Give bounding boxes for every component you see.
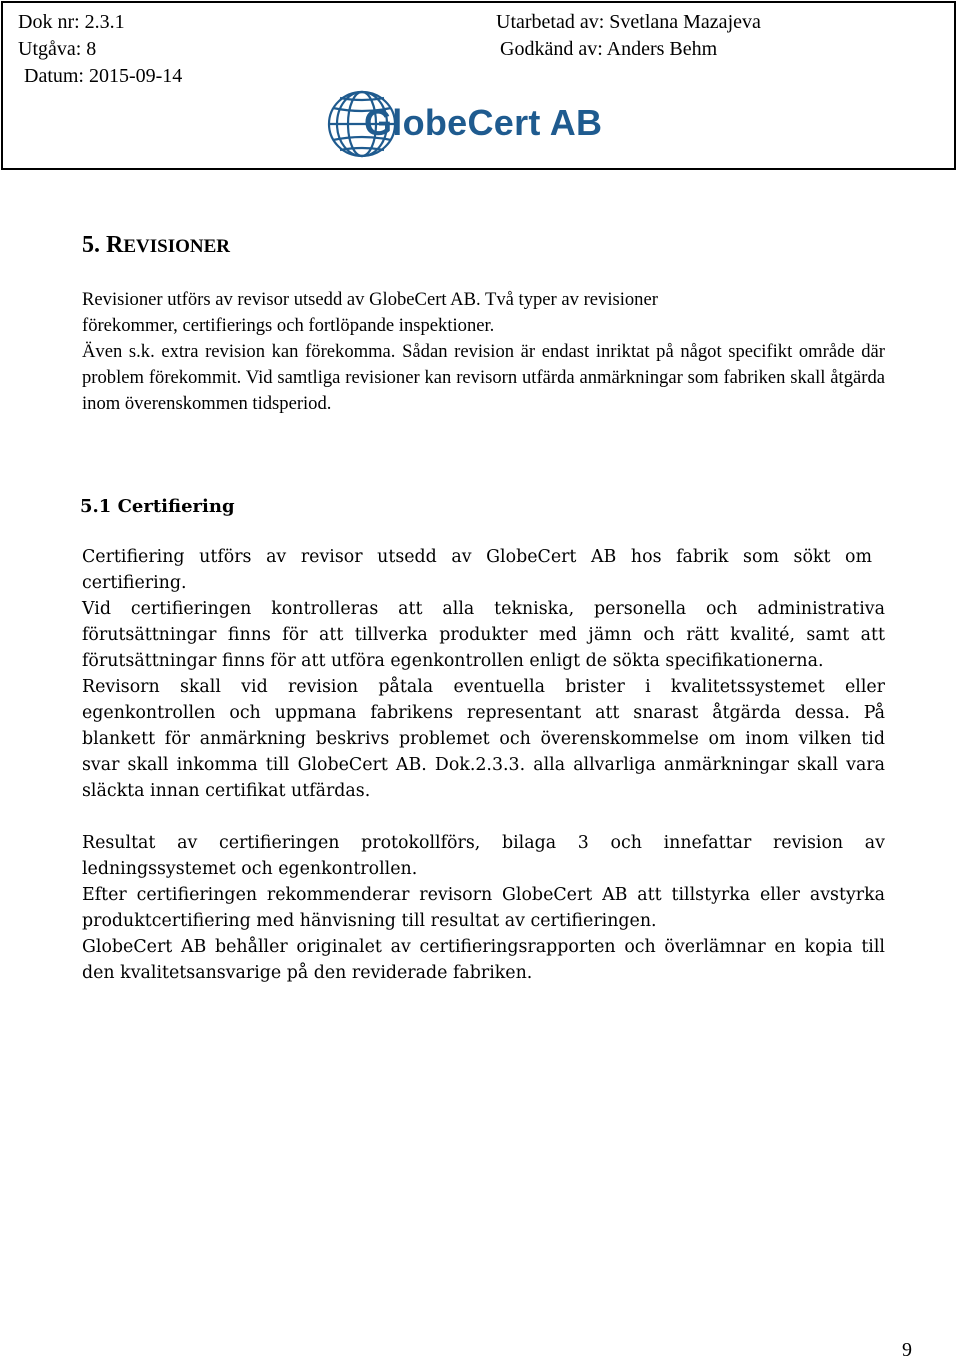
page-number: 9 (902, 1339, 912, 1361)
subsection-paragraph-3: Revisorn skall vid revision påtala eventuella brister i kvalitetssystemet eller egenkontrollen och uppmana fabrikens representant att snarast åtgärda dessa. På blankett för anmärkning beskrivs problemet och överenskommelse om inom vilken tid svar skall inkomma till GlobeCert AB. Dok.2.3.3. alla allvarliga anmärkningar skall vara släckta innan certifikat utfärdas. (82, 677, 885, 801)
section-paragraph-1: Revisioner utförs av revisor utsedd av GlobeCert AB. Två typer av revisioner förekommer, certifierings och fortlöpande inspektioner. (82, 289, 658, 336)
logo-text: GlobeCert AB (364, 102, 603, 143)
doc-number: Dok nr: 2.3.1 (18, 11, 125, 33)
subsection-paragraph-1: Certifiering utförs av revisor utsedd av GlobeCert AB hos fabrik som sökt om certifiering. (82, 547, 872, 593)
approved-by: Godkänd av: Anders Behm (500, 38, 718, 60)
date: Datum: 2015-09-14 (24, 65, 183, 87)
subsection-paragraph-4: Resultat av certifieringen protokollförs, bilaga 3 och innefattar revision av ledningssystemet och egenkontrollen. (82, 833, 885, 879)
subsection-paragraph-6: GlobeCert AB behåller originalet av certifieringsrapporten och överlämnar en kopia till den kvalitetsansvarige på den reviderade fabriken. (82, 937, 885, 983)
section-title (82, 232, 230, 259)
subsection-paragraph-2: Vid certifieringen kontrolleras att alla tekniska, personella och administrativa förutsättningar finns för att tillverka produkter med jämn och rätt kvalité, samt att förutsättningar finns för att utföra egenkontrollen enligt de sökta specifikationerna. (82, 599, 885, 671)
section-paragraph-2: Även s.k. extra revision kan förekomma. Sådan revision är endast inriktat på något specifikt område där problem förekommit. Vid samtliga revisioner kan revisorn utfärda anmärkningar som fabriken skall åtgärda inom överenskommen tidsperiod. (82, 341, 885, 414)
section-number: 5. (82, 232, 106, 258)
subsection-title: 5.1 Certifiering (80, 496, 235, 517)
section-title-rest: EVISIONER (123, 236, 230, 257)
section-title-initial: R (106, 232, 124, 258)
prepared-by: Utarbetad av: Svetlana Mazajeva (496, 11, 761, 33)
edition: Utgåva: 8 (18, 38, 97, 60)
subsection-paragraph-5: Efter certifieringen rekommenderar revisorn GlobeCert AB att tillstyrka eller avstyrka produktcertifiering med hänvisning till resultat av certifieringen. (82, 885, 885, 931)
globecert-logo (326, 84, 656, 172)
